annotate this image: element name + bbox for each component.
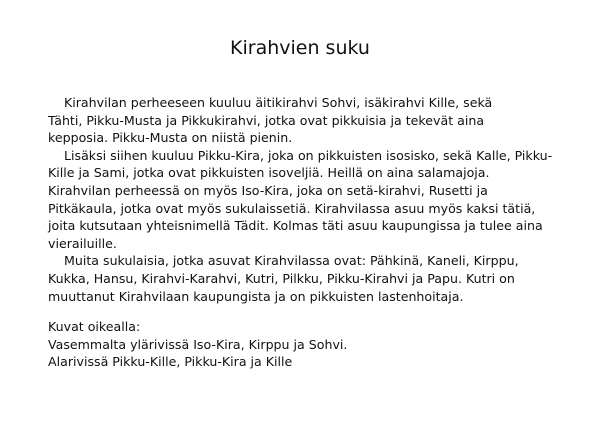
paragraph-line: vierailuille.	[48, 235, 117, 251]
caption-line: Alarivissä Pikku-Kille, Pikku-Kira ja Kille	[48, 354, 293, 370]
caption-line: Kuvat oikealla:	[48, 319, 141, 334]
paragraph-line: Kirahvilan perheeseen kuuluu äitikirahvi Sohvi, isäkirahvi Kille, sekä	[64, 95, 493, 110]
paragraph-line: muuttanut Kirahvilaan kaupungista ja on pikkuisten lastenhoitaja.	[48, 288, 464, 304]
paragraph-line: Kille ja Sami, jotka ovat pikkuisten isoveljiä. Heillä on aina salamajoja.	[48, 165, 490, 181]
paragraph-line: Muita sukulaisia, jotka asuvat Kirahvilassa ovat: Pähkinä, Kaneli, Kirppu,	[64, 253, 519, 269]
paragraph-line: Tähti, Pikku-Musta ja Pikkukirahvi, jotka ovat pikkuisia ja tekevät aina	[48, 112, 485, 128]
paragraph-line: Lisäksi siihen kuuluu Pikku-Kira, joka on pikkuisten isosisko, sekä Kalle, Pikku-	[64, 147, 553, 163]
paragraph-line: kepposia. Pikku-Musta on niistä pienin.	[48, 130, 293, 146]
caption-line: Vasemmalta ylärivissä Iso-Kira, Kirppu ja Sohvi.	[48, 336, 348, 352]
paragraph-line: Kukka, Hansu, Kirahvi-Karahvi, Kutri, Pilkku, Pikku-Kirahvi ja Papu. Kutri on	[48, 270, 515, 286]
paragraph-line: joita kutsutaan yhteisnimellä Tädit. Kolmas täti asuu kaupungissa ja tulee aina	[48, 218, 543, 234]
paragraph-line: Kirahvilan perheessä on myös Iso-Kira, joka on setä-kirahvi, Rusetti ja	[48, 182, 488, 198]
photo-caption	[48, 318, 568, 371]
document-title: Kirahvien suku	[230, 37, 370, 59]
paragraph-line: Pitkäkaula, jotka ovat myös sukulaissetiä. Kirahvilassa asuu myös kaksi tätiä,	[48, 200, 536, 216]
body-paragraphs	[48, 94, 568, 305]
